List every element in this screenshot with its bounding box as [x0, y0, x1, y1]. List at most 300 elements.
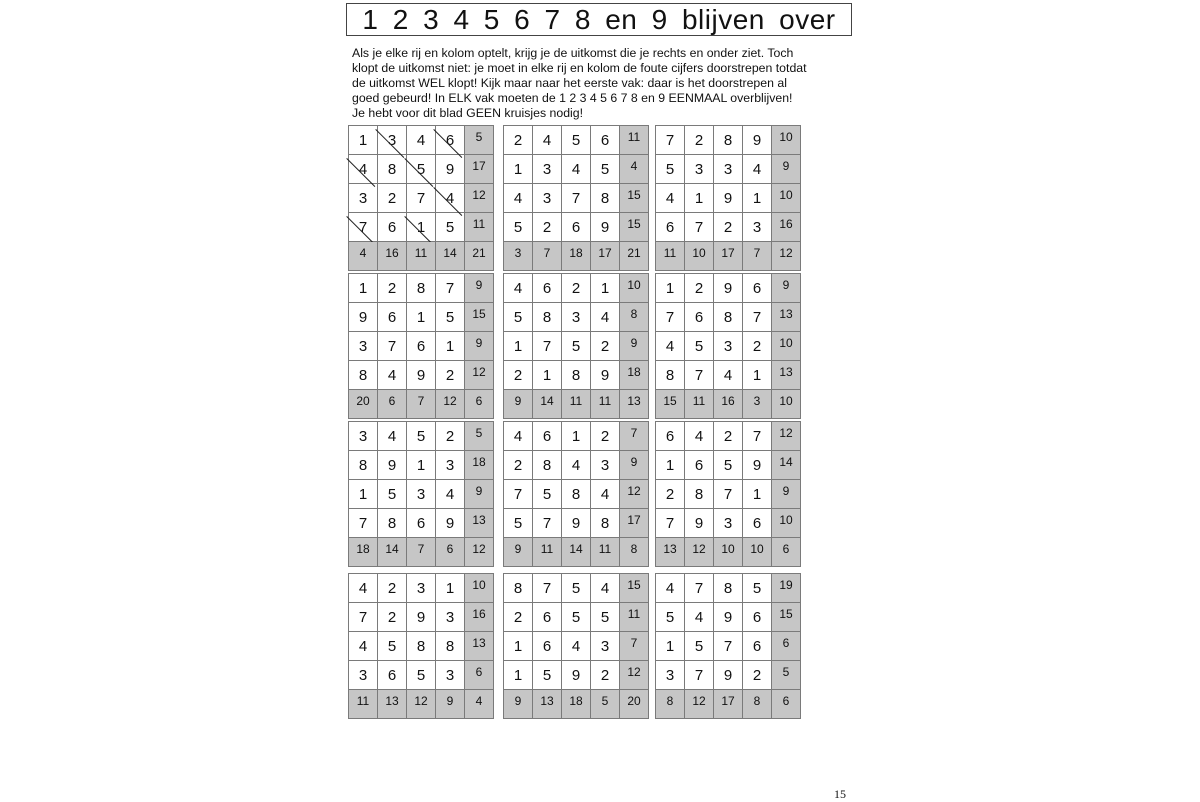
sum-cell: 16	[465, 603, 494, 632]
digit-cell: 6	[685, 303, 714, 332]
instruction-line: Je hebt voor dit blad GEEN kruisjes nodig!	[352, 106, 584, 120]
sum-cell: 18	[562, 242, 591, 271]
grid-row	[656, 451, 801, 480]
digit-cell: 3	[436, 603, 465, 632]
digit-cell: 5	[591, 155, 620, 184]
grid-row	[349, 155, 494, 184]
digit-cell: 7	[656, 509, 685, 538]
digit-cell: 7	[685, 661, 714, 690]
digit-cell: 8	[533, 451, 562, 480]
sum-cell: 11	[349, 690, 378, 719]
sum-cell: 15	[465, 303, 494, 332]
sum-cell: 14	[772, 451, 801, 480]
digit-cell: 1	[407, 303, 436, 332]
sum-cell: 9	[465, 480, 494, 509]
sum-cell: 6	[465, 661, 494, 690]
sum-cell: 12	[465, 184, 494, 213]
digit-cell: 1	[743, 480, 772, 509]
sum-cell: 14	[378, 538, 407, 567]
sum-cell: 9	[772, 155, 801, 184]
sum-cell: 18	[620, 361, 649, 390]
struck-digit-cell: 1	[407, 213, 436, 242]
grid-row	[656, 213, 801, 242]
digit-cell: 2	[685, 274, 714, 303]
digit-cell: 5	[504, 303, 533, 332]
sum-cell: 7	[533, 242, 562, 271]
sum-cell: 10	[772, 126, 801, 155]
digit-cell: 6	[743, 632, 772, 661]
grid-row	[656, 690, 801, 719]
digit-cell: 5	[685, 632, 714, 661]
sum-cell: 15	[620, 574, 649, 603]
sum-cell: 13	[465, 509, 494, 538]
sum-cell: 13	[620, 390, 649, 419]
digit-cell: 4	[349, 632, 378, 661]
digit-cell: 7	[533, 574, 562, 603]
digit-cell: 4	[562, 451, 591, 480]
digit-cell: 7	[349, 509, 378, 538]
sum-cell: 14	[533, 390, 562, 419]
sum-cell: 10	[465, 574, 494, 603]
digit-cell: 9	[562, 661, 591, 690]
digit-cell: 6	[533, 603, 562, 632]
digit-cell: 2	[436, 422, 465, 451]
sum-cell: 6	[772, 690, 801, 719]
digit-cell: 1	[533, 361, 562, 390]
sum-cell: 14	[562, 538, 591, 567]
digit-cell: 3	[714, 155, 743, 184]
sum-cell: 11	[685, 390, 714, 419]
sum-cell: 11	[591, 538, 620, 567]
digit-cell: 8	[591, 184, 620, 213]
grid-row	[504, 390, 649, 419]
puzzle-grid	[655, 573, 801, 719]
digit-cell: 5	[436, 303, 465, 332]
grid-row	[504, 603, 649, 632]
digit-cell: 1	[504, 332, 533, 361]
grid-row	[504, 155, 649, 184]
grid-row	[504, 361, 649, 390]
digit-cell: 3	[591, 451, 620, 480]
digit-cell: 8	[562, 480, 591, 509]
digit-cell: 1	[656, 451, 685, 480]
digit-cell: 6	[407, 509, 436, 538]
grid-row	[349, 213, 494, 242]
digit-cell: 1	[436, 574, 465, 603]
digit-cell: 1	[349, 274, 378, 303]
sum-cell: 12	[685, 690, 714, 719]
digit-cell: 9	[562, 509, 591, 538]
instruction-line: Als je elke rij en kolom optelt, krijg je de uitkomst die je rechts en onder ziet. Toch	[352, 46, 794, 60]
sum-cell: 12	[465, 538, 494, 567]
grid-row	[504, 480, 649, 509]
grid-row	[656, 480, 801, 509]
grid-row	[349, 126, 494, 155]
digit-cell: 8	[504, 574, 533, 603]
grid-row	[504, 574, 649, 603]
digit-cell: 2	[743, 661, 772, 690]
sum-cell: 7	[743, 242, 772, 271]
digit-cell: 4	[407, 126, 436, 155]
puzzle-grid	[503, 573, 649, 719]
digit-cell: 1	[656, 632, 685, 661]
sum-cell: 7	[620, 632, 649, 661]
grid-row	[656, 274, 801, 303]
digit-cell: 7	[533, 509, 562, 538]
sum-cell: 13	[465, 632, 494, 661]
digit-cell: 7	[436, 274, 465, 303]
sum-cell: 12	[620, 661, 649, 690]
grid-row	[504, 274, 649, 303]
digit-cell: 4	[504, 274, 533, 303]
digit-cell: 6	[743, 603, 772, 632]
digit-cell: 5	[743, 574, 772, 603]
digit-cell: 9	[407, 603, 436, 632]
sum-cell: 9	[436, 690, 465, 719]
digit-cell: 2	[656, 480, 685, 509]
struck-digit-cell: 4	[349, 155, 378, 184]
digit-cell: 2	[533, 213, 562, 242]
digit-cell: 1	[436, 332, 465, 361]
grid-row	[349, 242, 494, 271]
page-number: 15	[834, 787, 846, 801]
digit-cell: 3	[349, 332, 378, 361]
sum-cell: 10	[620, 274, 649, 303]
digit-cell: 1	[504, 155, 533, 184]
grid-row	[349, 574, 494, 603]
sum-cell: 13	[656, 538, 685, 567]
digit-cell: 2	[378, 274, 407, 303]
digit-cell: 3	[591, 632, 620, 661]
sum-cell: 12	[772, 242, 801, 271]
sum-cell: 8	[656, 690, 685, 719]
grid-row	[504, 242, 649, 271]
sum-cell: 6	[465, 390, 494, 419]
digit-cell: 5	[591, 603, 620, 632]
digit-cell: 4	[714, 361, 743, 390]
grid-row	[349, 303, 494, 332]
grid-row	[504, 661, 649, 690]
sum-cell: 17	[714, 690, 743, 719]
digit-cell: 6	[378, 213, 407, 242]
sum-cell: 10	[772, 184, 801, 213]
sum-cell: 16	[714, 390, 743, 419]
sum-cell: 5	[772, 661, 801, 690]
grid-row	[504, 632, 649, 661]
digit-cell: 4	[591, 574, 620, 603]
sum-cell: 10	[772, 332, 801, 361]
digit-cell: 8	[714, 303, 743, 332]
digit-cell: 5	[504, 509, 533, 538]
digit-cell: 9	[714, 603, 743, 632]
digit-cell: 5	[656, 155, 685, 184]
digit-cell: 7	[378, 332, 407, 361]
digit-cell: 9	[436, 509, 465, 538]
digit-cell: 8	[562, 361, 591, 390]
grid-row	[656, 390, 801, 419]
instruction-line: klopt de uitkomst niet: je moet in elke rij en kolom de foute cijfers doorstrepen totdat	[352, 61, 807, 75]
digit-cell: 8	[533, 303, 562, 332]
sum-cell: 4	[349, 242, 378, 271]
grid-row	[656, 632, 801, 661]
digit-cell: 9	[436, 155, 465, 184]
grid-row	[349, 184, 494, 213]
sum-cell: 9	[504, 390, 533, 419]
digit-cell: 8	[349, 361, 378, 390]
digit-cell: 2	[591, 332, 620, 361]
digit-cell: 8	[378, 155, 407, 184]
grid-row	[656, 509, 801, 538]
digit-cell: 3	[349, 422, 378, 451]
digit-cell: 1	[504, 632, 533, 661]
sum-cell: 7	[407, 538, 436, 567]
digit-cell: 4	[743, 155, 772, 184]
struck-digit-cell: 6	[436, 126, 465, 155]
sum-cell: 16	[378, 242, 407, 271]
digit-cell: 8	[591, 509, 620, 538]
digit-cell: 3	[407, 480, 436, 509]
digit-cell: 4	[436, 480, 465, 509]
digit-cell: 6	[743, 509, 772, 538]
digit-cell: 2	[562, 274, 591, 303]
grid-row	[349, 332, 494, 361]
digit-cell: 6	[378, 303, 407, 332]
sum-cell: 6	[772, 632, 801, 661]
sum-cell: 20	[349, 390, 378, 419]
sum-cell: 9	[504, 538, 533, 567]
digit-cell: 3	[714, 509, 743, 538]
digit-cell: 8	[714, 126, 743, 155]
grid-row	[349, 603, 494, 632]
digit-cell: 3	[436, 661, 465, 690]
sum-cell: 13	[772, 303, 801, 332]
sum-cell: 18	[562, 690, 591, 719]
grid-row	[349, 632, 494, 661]
digit-cell: 1	[591, 274, 620, 303]
digit-cell: 7	[743, 303, 772, 332]
sum-cell: 6	[436, 538, 465, 567]
struck-digit-cell: 7	[349, 213, 378, 242]
digit-cell: 7	[504, 480, 533, 509]
digit-cell: 9	[743, 451, 772, 480]
grid-row	[504, 303, 649, 332]
grid-row	[656, 361, 801, 390]
digit-cell: 6	[685, 451, 714, 480]
instructions	[352, 46, 852, 121]
digit-cell: 1	[656, 274, 685, 303]
sum-cell: 8	[620, 303, 649, 332]
grid-row	[656, 242, 801, 271]
sum-cell: 19	[772, 574, 801, 603]
digit-cell: 8	[436, 632, 465, 661]
sum-cell: 9	[465, 332, 494, 361]
digit-cell: 4	[591, 480, 620, 509]
grid-row	[504, 509, 649, 538]
grid-row	[349, 509, 494, 538]
digit-cell: 1	[685, 184, 714, 213]
digit-cell: 2	[591, 661, 620, 690]
digit-cell: 8	[349, 451, 378, 480]
digit-cell: 3	[407, 574, 436, 603]
digit-cell: 7	[349, 603, 378, 632]
digit-cell: 9	[685, 509, 714, 538]
digit-cell: 7	[685, 361, 714, 390]
grid-row	[504, 422, 649, 451]
digit-cell: 2	[378, 184, 407, 213]
grid-row	[349, 480, 494, 509]
sum-cell: 10	[772, 390, 801, 419]
sum-cell: 11	[620, 603, 649, 632]
puzzle-grid	[655, 125, 801, 271]
digit-cell: 2	[504, 126, 533, 155]
digit-cell: 1	[407, 451, 436, 480]
sum-cell: 9	[504, 690, 533, 719]
digit-cell: 6	[656, 422, 685, 451]
grid-row	[656, 661, 801, 690]
sum-cell: 11	[656, 242, 685, 271]
sum-cell: 6	[378, 390, 407, 419]
title-box	[346, 3, 852, 36]
digit-cell: 4	[656, 184, 685, 213]
digit-cell: 3	[714, 332, 743, 361]
digit-cell: 5	[562, 574, 591, 603]
digit-cell: 4	[685, 422, 714, 451]
puzzle-grid	[348, 125, 494, 271]
digit-cell: 2	[743, 332, 772, 361]
digit-cell: 5	[533, 661, 562, 690]
sum-cell: 9	[620, 451, 649, 480]
sum-cell: 4	[465, 690, 494, 719]
sum-cell: 10	[772, 509, 801, 538]
digit-cell: 6	[656, 213, 685, 242]
grid-row	[656, 184, 801, 213]
digit-cell: 7	[656, 126, 685, 155]
digit-cell: 5	[562, 332, 591, 361]
digit-cell: 2	[378, 574, 407, 603]
digit-cell: 4	[685, 603, 714, 632]
digit-cell: 7	[743, 422, 772, 451]
grid-row	[349, 661, 494, 690]
sum-cell: 16	[772, 213, 801, 242]
digit-cell: 5	[378, 632, 407, 661]
grid-row	[656, 422, 801, 451]
sum-cell: 13	[533, 690, 562, 719]
grid-row	[349, 690, 494, 719]
puzzle-grid	[655, 421, 801, 567]
digit-cell: 6	[378, 661, 407, 690]
digit-cell: 7	[685, 213, 714, 242]
digit-cell: 3	[685, 155, 714, 184]
sum-cell: 9	[620, 332, 649, 361]
sum-cell: 15	[620, 213, 649, 242]
sum-cell: 5	[465, 126, 494, 155]
digit-cell: 6	[591, 126, 620, 155]
sum-cell: 6	[772, 538, 801, 567]
puzzle-grid	[503, 421, 649, 567]
sum-cell: 12	[436, 390, 465, 419]
sum-cell: 11	[407, 242, 436, 271]
instruction-line: de uitkomst WEL klopt! Kijk maar naar het eerste vak: daar is het doorstrepen al	[352, 76, 787, 90]
digit-cell: 9	[743, 126, 772, 155]
sum-cell: 9	[465, 274, 494, 303]
sum-cell: 12	[620, 480, 649, 509]
digit-cell: 4	[378, 361, 407, 390]
digit-cell: 6	[533, 274, 562, 303]
sum-cell: 12	[772, 422, 801, 451]
grid-row	[504, 213, 649, 242]
digit-cell: 8	[714, 574, 743, 603]
sum-cell: 7	[620, 422, 649, 451]
page-title: 1 2 3 4 5 6 7 8 en 9 blijven over	[362, 3, 836, 35]
digit-cell: 3	[349, 184, 378, 213]
digit-cell: 5	[378, 480, 407, 509]
puzzle-grid	[503, 273, 649, 419]
digit-cell: 2	[504, 451, 533, 480]
sum-cell: 18	[349, 538, 378, 567]
digit-cell: 5	[656, 603, 685, 632]
digit-cell: 4	[591, 303, 620, 332]
digit-cell: 5	[436, 213, 465, 242]
digit-cell: 9	[714, 661, 743, 690]
digit-cell: 9	[714, 184, 743, 213]
digit-cell: 2	[504, 603, 533, 632]
sum-cell: 11	[562, 390, 591, 419]
grid-row	[349, 451, 494, 480]
sum-cell: 17	[620, 509, 649, 538]
sum-cell: 12	[407, 690, 436, 719]
digit-cell: 2	[714, 213, 743, 242]
sum-cell: 3	[743, 390, 772, 419]
digit-cell: 2	[714, 422, 743, 451]
sum-cell: 15	[656, 390, 685, 419]
digit-cell: 2	[504, 361, 533, 390]
sum-cell: 11	[620, 126, 649, 155]
digit-cell: 3	[743, 213, 772, 242]
digit-cell: 6	[743, 274, 772, 303]
sum-cell: 11	[591, 390, 620, 419]
sum-cell: 13	[772, 361, 801, 390]
sum-cell: 17	[714, 242, 743, 271]
digit-cell: 3	[533, 184, 562, 213]
digit-cell: 8	[656, 361, 685, 390]
digit-cell: 4	[656, 574, 685, 603]
digit-cell: 4	[533, 126, 562, 155]
struck-digit-cell: 3	[378, 126, 407, 155]
digit-cell: 2	[436, 361, 465, 390]
digit-cell: 1	[504, 661, 533, 690]
grid-row	[504, 538, 649, 567]
digit-cell: 4	[504, 422, 533, 451]
grid-row	[349, 361, 494, 390]
digit-cell: 6	[562, 213, 591, 242]
sum-cell: 9	[772, 274, 801, 303]
digit-cell: 4	[378, 422, 407, 451]
digit-cell: 5	[407, 422, 436, 451]
grid-row	[656, 538, 801, 567]
digit-cell: 4	[562, 155, 591, 184]
digit-cell: 3	[656, 661, 685, 690]
digit-cell: 8	[407, 632, 436, 661]
digit-cell: 6	[407, 332, 436, 361]
digit-cell: 7	[656, 303, 685, 332]
digit-cell: 6	[533, 422, 562, 451]
sum-cell: 12	[465, 361, 494, 390]
sum-cell: 21	[620, 242, 649, 271]
digit-cell: 5	[562, 603, 591, 632]
grid-row	[349, 274, 494, 303]
digit-cell: 8	[407, 274, 436, 303]
digit-cell: 5	[504, 213, 533, 242]
